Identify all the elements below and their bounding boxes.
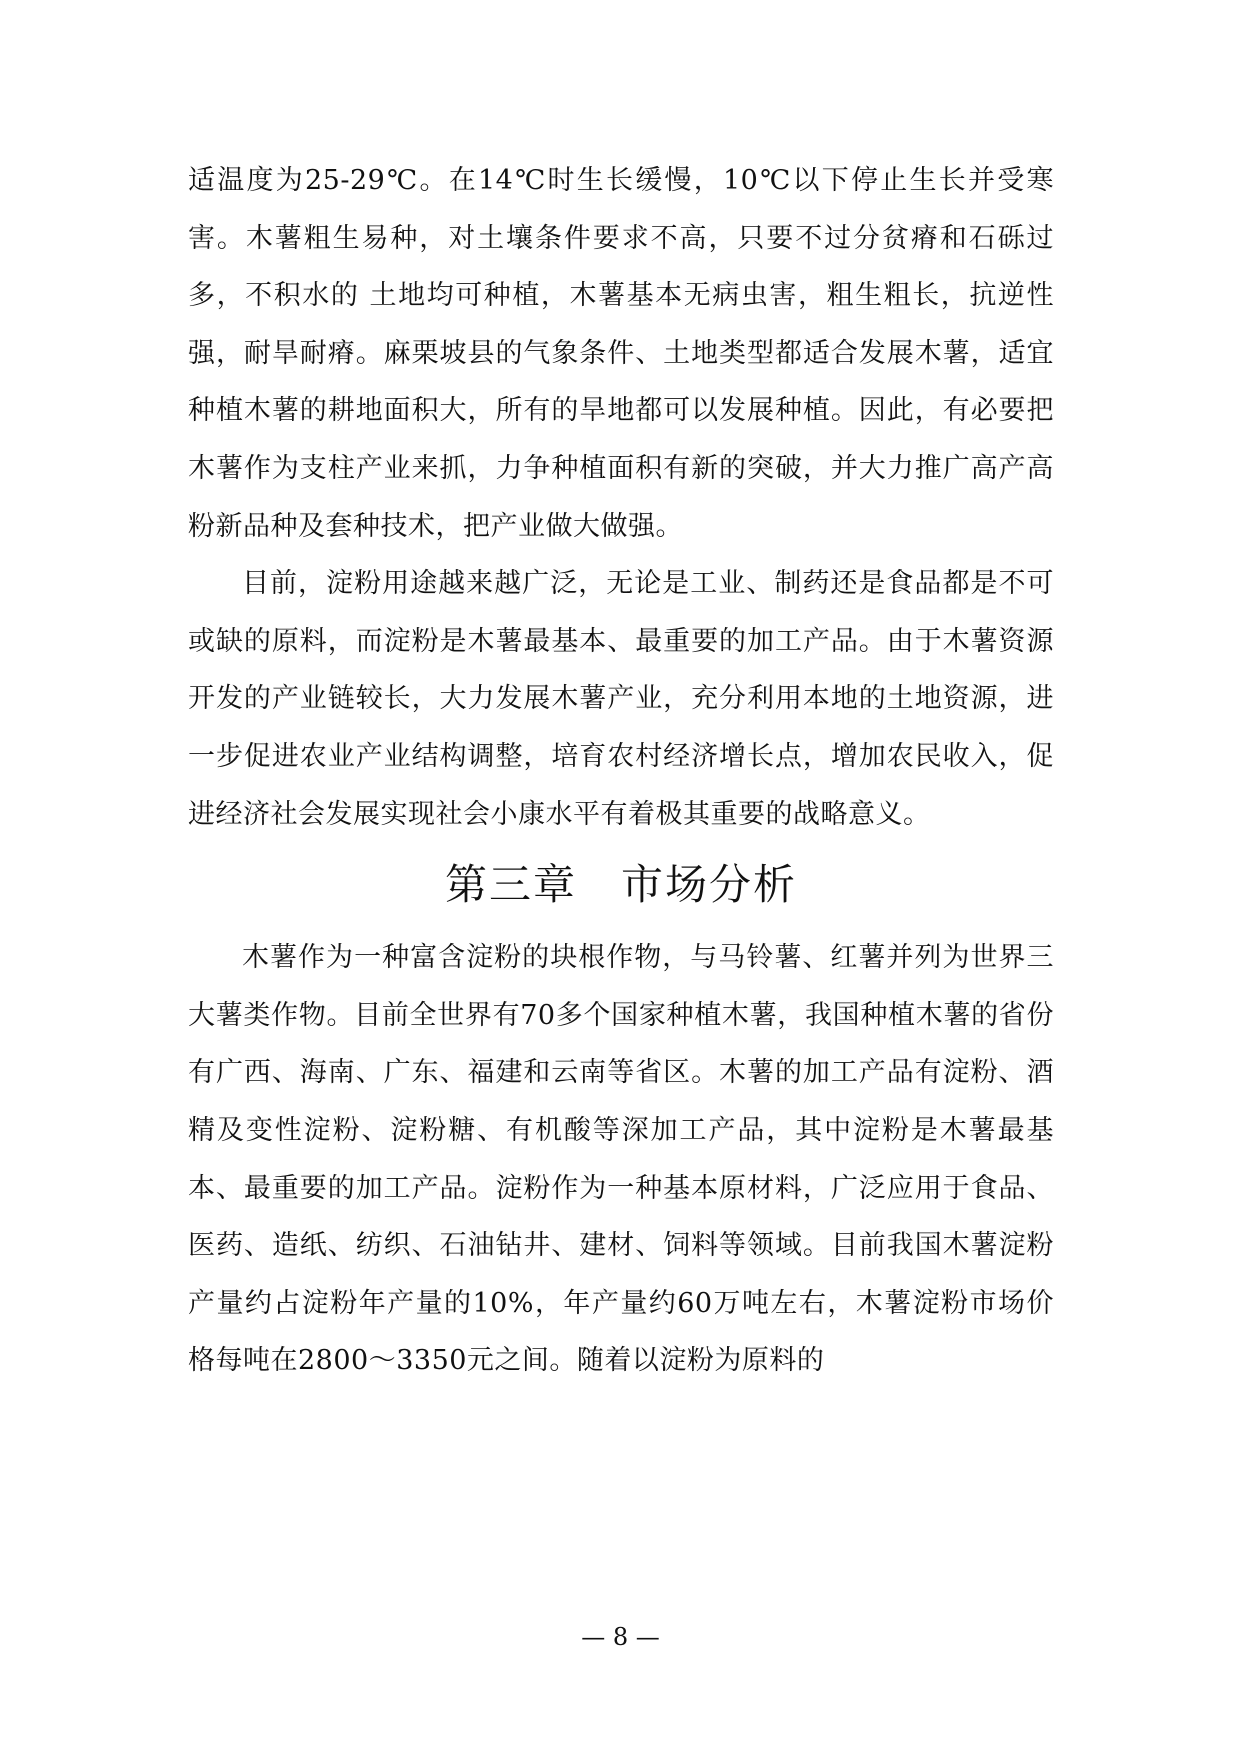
paragraph-starch-importance: 目前，淀粉用途越来越广泛，无论是工业、制药还是食品都是不可或缺的原料，而淀粉是木薯最基本、最重要的加工产品。由于木薯资源开发的产业链较长，大力发展木薯产业，充分利用本地的土地资源，进一步促进农业产业结构调整，培育农村经济增长点，增加农民收入，促进经济社会发展实现社会小康水平有着极其重要的战略意义。	[188, 568, 1054, 830]
paragraph-market-analysis: 木薯作为一种富含淀粉的块根作物，与马铃薯、红薯并列为世界三大薯类作物。目前全世界有70多个国家种植木薯，我国种植木薯的省份有广西、海南、广东、福建和云南等省区。木薯的加工产品有淀粉、酒精及变性淀粉、淀粉糖、有机酸等深加工产品，其中淀粉是木薯最基本、最重要的加工产品。淀粉作为一种基本原材料，广泛应用于食品、医药、造纸、纺织、石油钻井、建材、饲料等领域。目前我国木薯淀粉产量约占淀粉年产量的10%，年产量约60万吨左右，木薯淀粉市场价格每吨在2800～3350元之间。随着以淀粉为原料的	[188, 942, 1054, 1377]
page-content	[188, 152, 1054, 1390]
page-number: — 8 —	[581, 1623, 660, 1651]
chapter-title: 第三章 市场分析	[444, 860, 797, 910]
paragraph-cassava-growing-conditions: 适温度为25-29℃。在14℃时生长缓慢，10℃以下停止生长并受寒害。木薯粗生易种，对土壤条件要求不高，只要不过分贫瘠和石砾过多，不积水的 土地均可种植，木薯基本无病虫害，粗生粗长，抗逆性强，耐旱耐瘠。麻栗坡县的气象条件、土地类型都适合发展木薯，适宜种植木薯的耕地面积大，所有的旱地都可以发展种植。因此，有必要把木薯作为支柱产业来抓，力争种植面积有新的突破，并大力推广高产高粉新品种及套种技术，把产业做大做强。	[188, 165, 1054, 542]
